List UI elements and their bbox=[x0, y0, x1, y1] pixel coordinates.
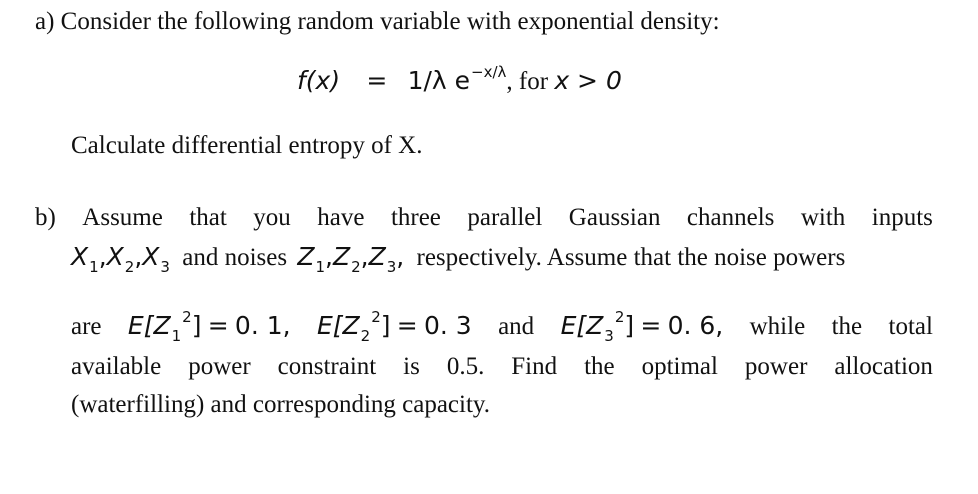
bracket: ] bbox=[624, 311, 635, 340]
input-subscript: 1 bbox=[89, 258, 99, 276]
word: optimal bbox=[641, 353, 718, 380]
input-variables: $X_1,X_2,X_3$ bbox=[71, 242, 170, 276]
noise-power-2 bbox=[317, 302, 472, 351]
bracket: ] bbox=[191, 311, 202, 340]
word: three bbox=[390, 204, 441, 231]
word: the bbox=[831, 313, 863, 340]
word: have bbox=[317, 204, 365, 231]
value: 0. 6, bbox=[667, 311, 724, 340]
word: Find bbox=[511, 353, 558, 380]
word: constraint bbox=[277, 353, 377, 380]
word: with bbox=[800, 204, 846, 231]
noises-text: and noises bbox=[182, 244, 288, 271]
part-b-line-1 bbox=[35, 203, 933, 233]
formula-lhs: f(x) bbox=[297, 66, 341, 95]
noise-subscript: 3 bbox=[386, 258, 397, 276]
subscript: 1 bbox=[171, 327, 182, 345]
word: power bbox=[744, 353, 808, 380]
word: power bbox=[188, 353, 251, 380]
noise-power-3 bbox=[561, 302, 724, 351]
word: that bbox=[189, 204, 227, 231]
expectation: E[Z bbox=[560, 311, 604, 340]
superscript: 2 bbox=[614, 308, 625, 326]
expectation: E[Z bbox=[127, 311, 171, 340]
formula-condition-text: , for bbox=[506, 68, 549, 95]
input-symbol: X bbox=[71, 242, 89, 271]
part-b-line-5: (waterfilling) and corresponding capacity. bbox=[71, 391, 491, 418]
are-word: are bbox=[71, 313, 102, 340]
noise-variables: $Z_1,Z_2,Z_3$, bbox=[297, 242, 405, 276]
input-symbol: X bbox=[106, 242, 124, 271]
word: you bbox=[253, 204, 291, 231]
noise-symbol: Z bbox=[332, 242, 351, 271]
bracket: ] bbox=[380, 311, 391, 340]
word: total bbox=[888, 313, 933, 340]
word: is bbox=[403, 353, 420, 380]
formula-coefficient: 1/λ e bbox=[407, 66, 471, 95]
part-b-line-4 bbox=[71, 352, 933, 382]
part-b-line-2 bbox=[71, 242, 845, 282]
equals: = bbox=[207, 311, 229, 340]
input-subscript: 3 bbox=[160, 258, 170, 276]
word: while bbox=[749, 313, 806, 340]
word: parallel bbox=[467, 204, 543, 231]
input-subscript: 2 bbox=[124, 258, 135, 276]
word: inputs bbox=[871, 204, 933, 231]
density-formula bbox=[297, 57, 622, 97]
subscript: 2 bbox=[360, 327, 371, 345]
word: channels bbox=[686, 204, 775, 231]
formula-exponent: −x/λ bbox=[471, 63, 507, 81]
noise-power-1 bbox=[128, 302, 291, 351]
noise-subscript: 2 bbox=[351, 258, 361, 276]
noise-symbol: Z bbox=[368, 242, 386, 271]
word: allocation bbox=[834, 353, 933, 380]
noise-symbol: Z bbox=[297, 242, 315, 271]
part-a-question: Calculate differential entropy of X. bbox=[71, 132, 423, 159]
word: Gaussian bbox=[568, 204, 661, 231]
and-word: and bbox=[498, 313, 535, 340]
part-a-intro: a) Consider the following random variable with exponential density: bbox=[35, 8, 720, 35]
value: 0. 3 bbox=[423, 311, 472, 340]
input-symbol: X bbox=[142, 242, 160, 271]
word: Assume bbox=[82, 204, 163, 231]
value: 0. 1, bbox=[234, 311, 291, 340]
equals: = bbox=[640, 311, 662, 340]
equals: = bbox=[396, 311, 418, 340]
formula-condition: x > 0 bbox=[554, 66, 622, 95]
line-2-tail: respectively. Assume that the noise powers bbox=[416, 244, 846, 271]
part-b-line-3 bbox=[71, 302, 933, 351]
part-b-label: b) bbox=[35, 204, 56, 231]
formula-equals: = bbox=[366, 66, 388, 95]
word: available bbox=[71, 353, 162, 380]
subscript: 3 bbox=[604, 327, 614, 345]
superscript: 2 bbox=[182, 308, 192, 326]
word: the bbox=[584, 353, 615, 380]
expectation: E[Z bbox=[316, 311, 360, 340]
word: 0.5. bbox=[446, 353, 485, 380]
noise-subscript: 1 bbox=[315, 258, 326, 276]
superscript: 2 bbox=[371, 308, 381, 326]
